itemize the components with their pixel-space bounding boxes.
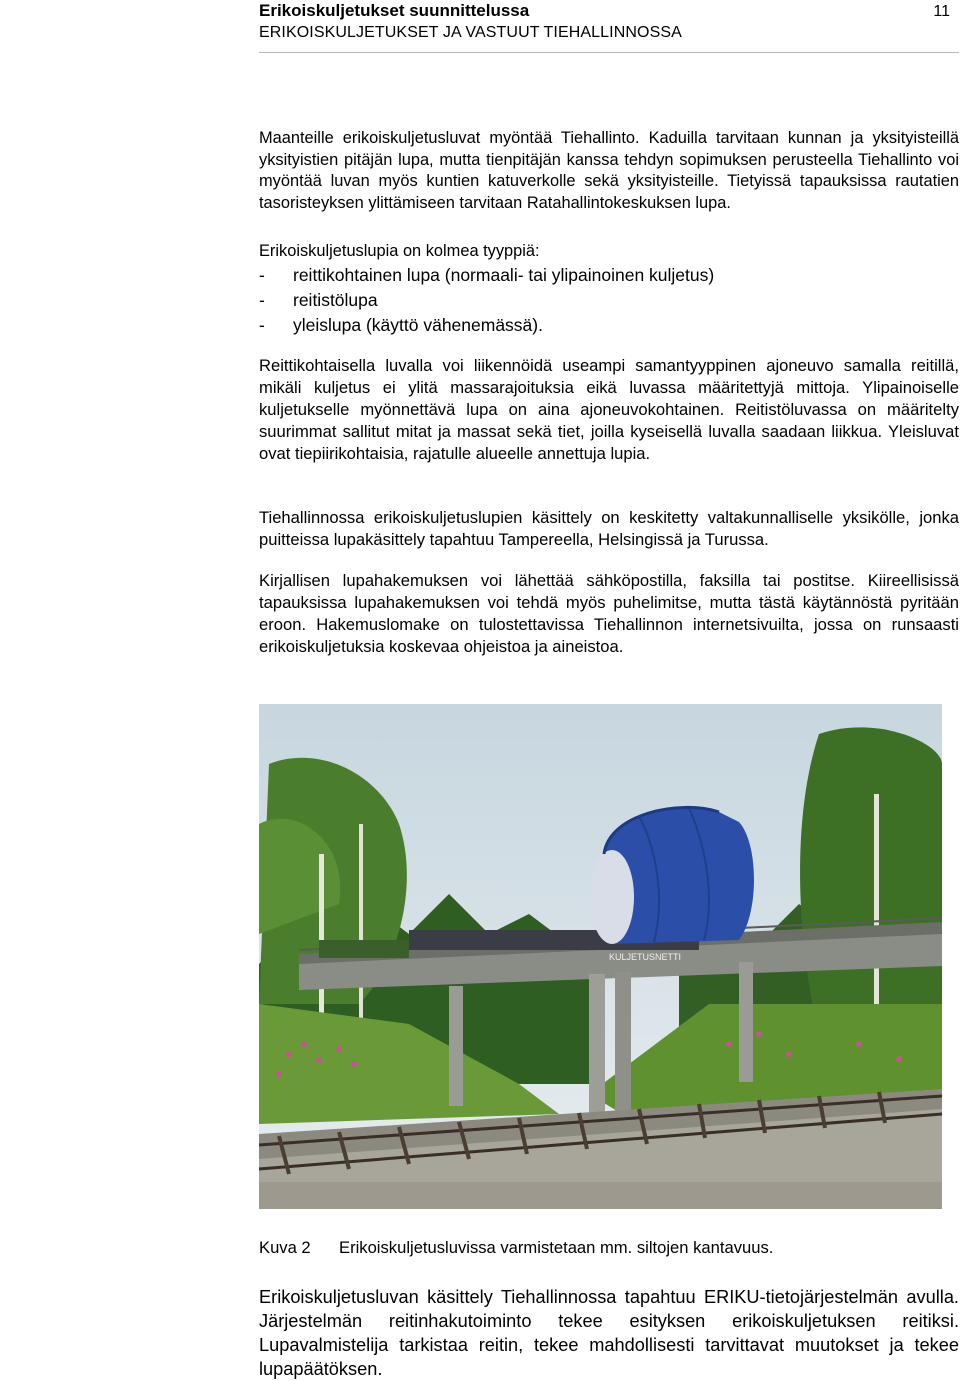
bridge-transport-photo bbox=[259, 704, 942, 1209]
list-item: - yleislupa (käyttö vähenemässä). bbox=[259, 314, 543, 335]
photo-illustration bbox=[259, 704, 942, 1209]
figure-number: Kuva 2 bbox=[259, 1238, 311, 1257]
list-item: - reitistölupa bbox=[259, 289, 378, 310]
bridge-sign-text: KULJETUSNETTI bbox=[609, 952, 682, 962]
figure-caption bbox=[259, 1238, 773, 1258]
header-title: Erikoiskuljetukset suunnittelussa bbox=[259, 1, 530, 20]
page-number: 11 bbox=[933, 3, 950, 20]
paragraph-processing: Tiehallinnossa erikoiskuljetuslupien käsittely on keskitetty valtakunnalliselle yksikölle, jonka puitteissa lupakäsittely tapahtuu Tampereella, Helsingissä ja Turussa. bbox=[259, 508, 959, 549]
list-intro: Erikoiskuljetuslupia on kolmea tyyppiä: bbox=[259, 242, 540, 260]
paragraph-route-permit: Reittikohtaisella luvalla voi liikennöidä useampi samantyyppinen ajoneuvo samalla reitillä, mikäli kuljetus ei ylitä massarajoituksia eikä luvassa määritettyjä mittoja. Ylipainoiselle kuljetukselle myönnettävä lupa on aina ajoneuvokohtainen. Reitistöluvassa on määritelty suurimmat sallitut mitat ja massat sekä tiet, joilla kyseisellä luvalla saadaan liikkua. Yleisluvat ovat tiepiirikohtaisia, rajatulle alueelle annettuja lupia. bbox=[259, 356, 959, 463]
paragraph-permits: Maanteille erikoiskuljetusluvat myöntää Tiehallinto. Kaduilla tarvitaan kunnan ja yksityisteillä yksityistien pitäjän lupa, mutta tienpitäjän kanssa tehdyn sopimuksen perusteella Tiehallinto voi myöntää luvan myös kuntien katuverkolle sekä yksityisteille. Tietyissä tapauksissa rautatien tasoristeyksen ylittämiseen tarvitaan Ratahallintokeskuksen lupa. bbox=[259, 129, 959, 212]
list-item: - reittikohtainen lupa (normaali- tai ylipainoinen kuljetus) bbox=[259, 264, 715, 285]
header-subtitle: ERIKOISKULJETUKSET JA VASTUUT TIEHALLINNOSSA bbox=[259, 24, 682, 41]
page-header bbox=[259, 0, 959, 53]
permit-types-list bbox=[259, 241, 959, 338]
paragraph-eriku-system: Erikoiskuljetusluvan käsittely Tiehallinnossa tapahtuu ERIKU-tietojärjestelmän avulla. Järjestelmän reitinhakutoiminto tekee esityksen erikoiskuljetuksen reitiksi. Lupavalmistelija tarkistaa reitin, tekee mahdollisesti tarvittavat muutokset ja tekee lupapäätöksen. bbox=[259, 1287, 959, 1379]
figure-caption-text: Erikoiskuljetusluvissa varmistetaan mm. siltojen kantavuus. bbox=[339, 1238, 774, 1257]
paragraph-application: Kirjallisen lupahakemuksen voi lähettää sähköpostilla, faksilla tai postitse. Kiireellisissä tapauksissa lupahakemuksen voi tehdä myös puhelimitse, mutta tästä käytännöstä pyritään eroon. Hakemuslomake on tulostettavissa Tiehallinnon internetsivuilta, jossa on runsaasti erikoiskuljetuksia koskevaa ohjeistoa ja aineistoa. bbox=[259, 571, 959, 656]
